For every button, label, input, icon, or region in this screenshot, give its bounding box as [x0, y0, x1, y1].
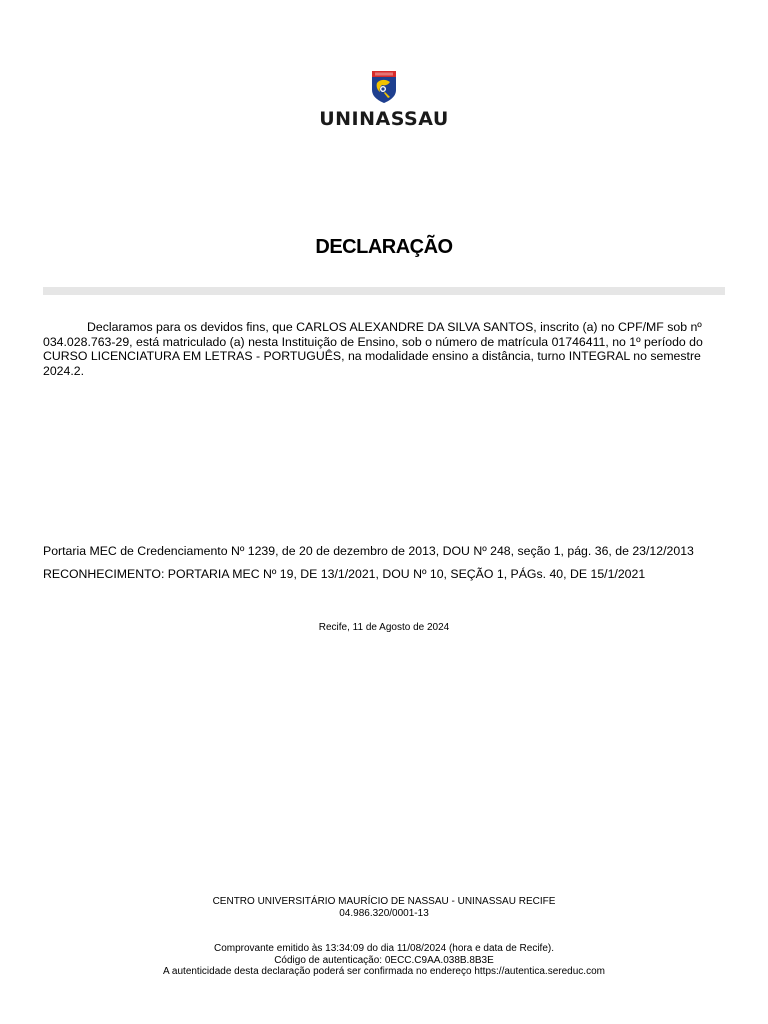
uninassau-shield-icon [371, 70, 397, 104]
title-divider [43, 287, 725, 295]
document-title: DECLARAÇÃO [315, 236, 453, 258]
institution-cnpj: 04.986.320/0001-13 [339, 908, 429, 919]
credenciamento-line: Portaria MEC de Credenciamento Nº 1239, de 20 de dezembro de 2013, DOU Nº 248, seção 1, pág. 36, de 23/12/2013 [43, 544, 694, 558]
footer-institution [0, 896, 768, 920]
footer-authentication [0, 943, 768, 978]
header-logo [0, 70, 768, 130]
institution-name: CENTRO UNIVERSITÁRIO MAURÍCIO DE NASSAU - UNINASSAU RECIFE [212, 896, 556, 907]
place-date: Recife, 11 de Agosto de 2024 [318, 622, 450, 633]
issued-timestamp: Comprovante emitido às 13:34:09 do dia 11/08/2024 (hora e data de Recife). [213, 943, 555, 954]
authentication-code: Código de autenticação: 0ECC.C9AA.038B.8B3E [274, 954, 494, 966]
verification-notice: A autenticidade desta declaração poderá ser confirmada no endereço https://autentica.sereduc.com [163, 966, 605, 978]
declaration-paragraph: Declaramos para os devidos fins, que CARLOS ALEXANDRE DA SILVA SANTOS, inscrito (a) no CPF/MF sob nº 034.028.763-29, está matriculado (a) nesta Instituição de Ensino, sob o número de matrícula 01746411, no 1º período do CURSO LICENCIATURA EM LETRAS - PORTUGUÊS, na modalidade ensino a distância, turno INTEGRAL no semestre 2024.2. [43, 320, 703, 378]
brand-name: UNINASSAU [319, 108, 449, 130]
reconhecimento-line: RECONHECIMENTO: PORTARIA MEC Nº 19, DE 13/1/2021, DOU Nº 10, SEÇÃO 1, PÁGs. 40, DE 15/1/2021 [43, 567, 646, 581]
